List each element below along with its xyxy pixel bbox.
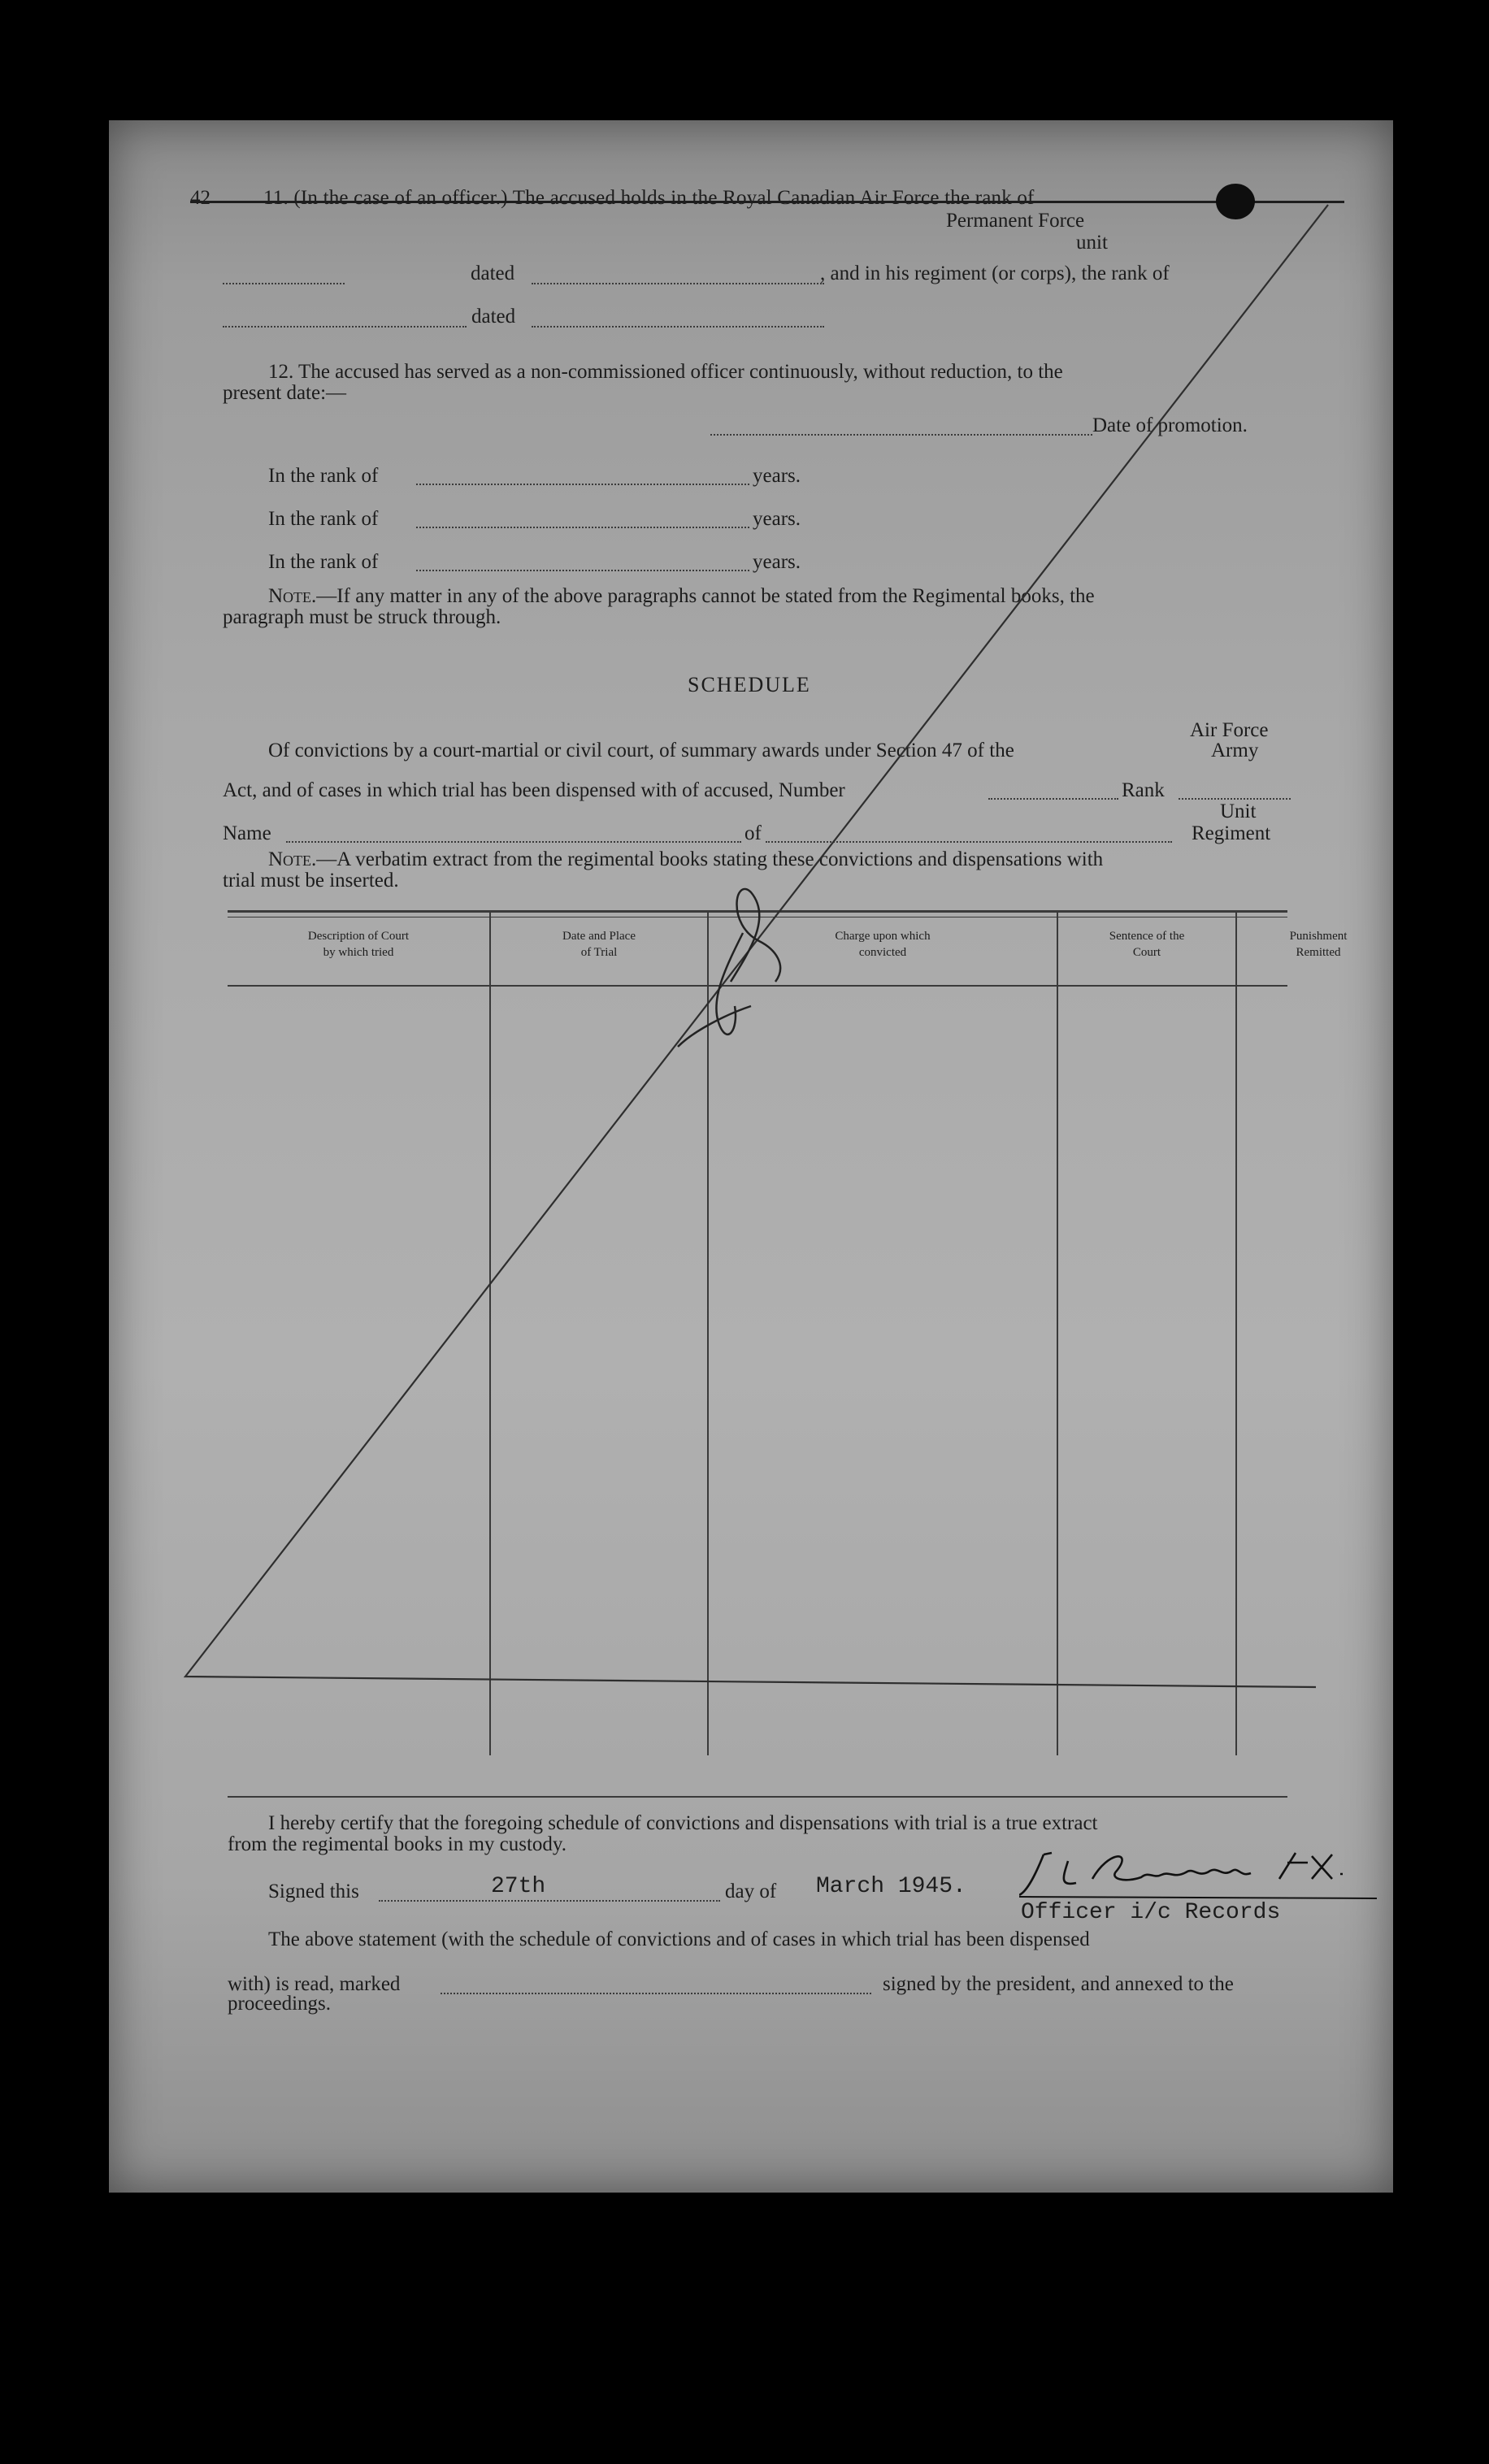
schedule-line1: Of convictions by a court-martial or civil court, of summary awards under Section 47 of the <box>268 740 1014 761</box>
column-header-line: Remitted <box>1296 946 1341 959</box>
army-label: Army <box>1211 740 1259 761</box>
rank-row-suffix: years. <box>753 508 801 530</box>
note-lead: Note. <box>268 848 317 870</box>
column-header-line: Punishment <box>1289 930 1348 943</box>
month-year-value: March 1945. <box>816 1874 966 1899</box>
page-number: 42 <box>190 187 211 209</box>
date-of-promotion-label: Date of promotion. <box>1092 414 1248 436</box>
permanent-force-label: Permanent Force <box>946 210 1085 232</box>
officer-title: Officer i/c Records <box>1021 1900 1281 1925</box>
day-of-label: day of <box>725 1881 777 1902</box>
rank-row-suffix: years. <box>753 551 801 573</box>
name-label: Name <box>223 822 271 844</box>
certify-line1: I hereby certify that the foregoing schedule of convictions and dispensations with trial is a true extract <box>268 1812 1098 1834</box>
statement-line2b: signed by the president, and annexed to the <box>883 1973 1234 1995</box>
column-header-line: Court <box>1132 946 1161 959</box>
dated-label: dated <box>471 262 515 284</box>
para12-line2: present date:— <box>223 382 347 404</box>
column-header-line: convicted <box>858 946 907 959</box>
rank-row-label: In the rank of <box>268 551 379 573</box>
column-header-line: Charge upon which <box>835 930 931 943</box>
of-label: of <box>744 822 762 844</box>
bottom-rule <box>228 1796 1287 1798</box>
blank-line <box>379 1900 720 1902</box>
rank-row-label: In the rank of <box>268 465 379 487</box>
schedule-line2: Act, and of cases in which trial has been dispensed with of accused, Number <box>223 779 845 801</box>
column-header-line: Date and Place <box>562 930 636 943</box>
column-header-line: by which tried <box>323 946 394 959</box>
statement-line3: proceedings. <box>228 1993 332 2015</box>
statement-line1: The above statement (with the schedule of convictions and of cases in which trial has been dispensed <box>268 1928 1090 1950</box>
rank-row-suffix: years. <box>753 465 801 487</box>
document-page <box>109 120 1393 2193</box>
unit-label: Unit <box>1220 800 1257 822</box>
note-body: —A verbatim extract from the regimental books stating these convictions and dispensations with <box>316 848 1104 870</box>
para12-line1: 12. The accused has served as a non-commissioned officer continuously, without reduction, to the <box>268 361 1063 383</box>
note-lead: Note. <box>268 585 317 607</box>
column-header-line: Sentence of the <box>1109 930 1185 943</box>
dated-label: dated <box>471 306 516 328</box>
schedule-note-line2: trial must be inserted. <box>223 870 399 891</box>
unit-label: unit <box>1076 232 1108 254</box>
note-line2: paragraph must be struck through. <box>223 606 501 628</box>
signature-image <box>1019 1846 1377 1903</box>
blank-line <box>441 1993 871 1994</box>
column-header-line: Description of Court <box>307 930 410 943</box>
statement-line2a: with) is read, marked <box>228 1973 401 1995</box>
signed-this-label: Signed this <box>268 1881 359 1902</box>
air-force-label: Air Force <box>1190 719 1269 741</box>
triangle-lines <box>185 205 1328 1687</box>
column-header-line: of Trial <box>580 946 618 959</box>
schedule-title: SCHEDULE <box>688 673 811 696</box>
certify-line2: from the regimental books in my custody. <box>228 1833 567 1855</box>
note-body: —If any matter in any of the above paragraphs cannot be stated from the Regimental books, the <box>316 585 1095 607</box>
rank-label: Rank <box>1122 779 1165 801</box>
para11-line1: 11. (In the case of an officer.) The accused holds in the Royal Canadian Air Force the rank of <box>263 187 1035 209</box>
regiment-rank-text: , and in his regiment (or corps), the rank of <box>820 262 1170 284</box>
day-value: 27th <box>491 1874 546 1899</box>
rank-row-label: In the rank of <box>268 508 379 530</box>
regiment-label: Regiment <box>1192 822 1271 844</box>
